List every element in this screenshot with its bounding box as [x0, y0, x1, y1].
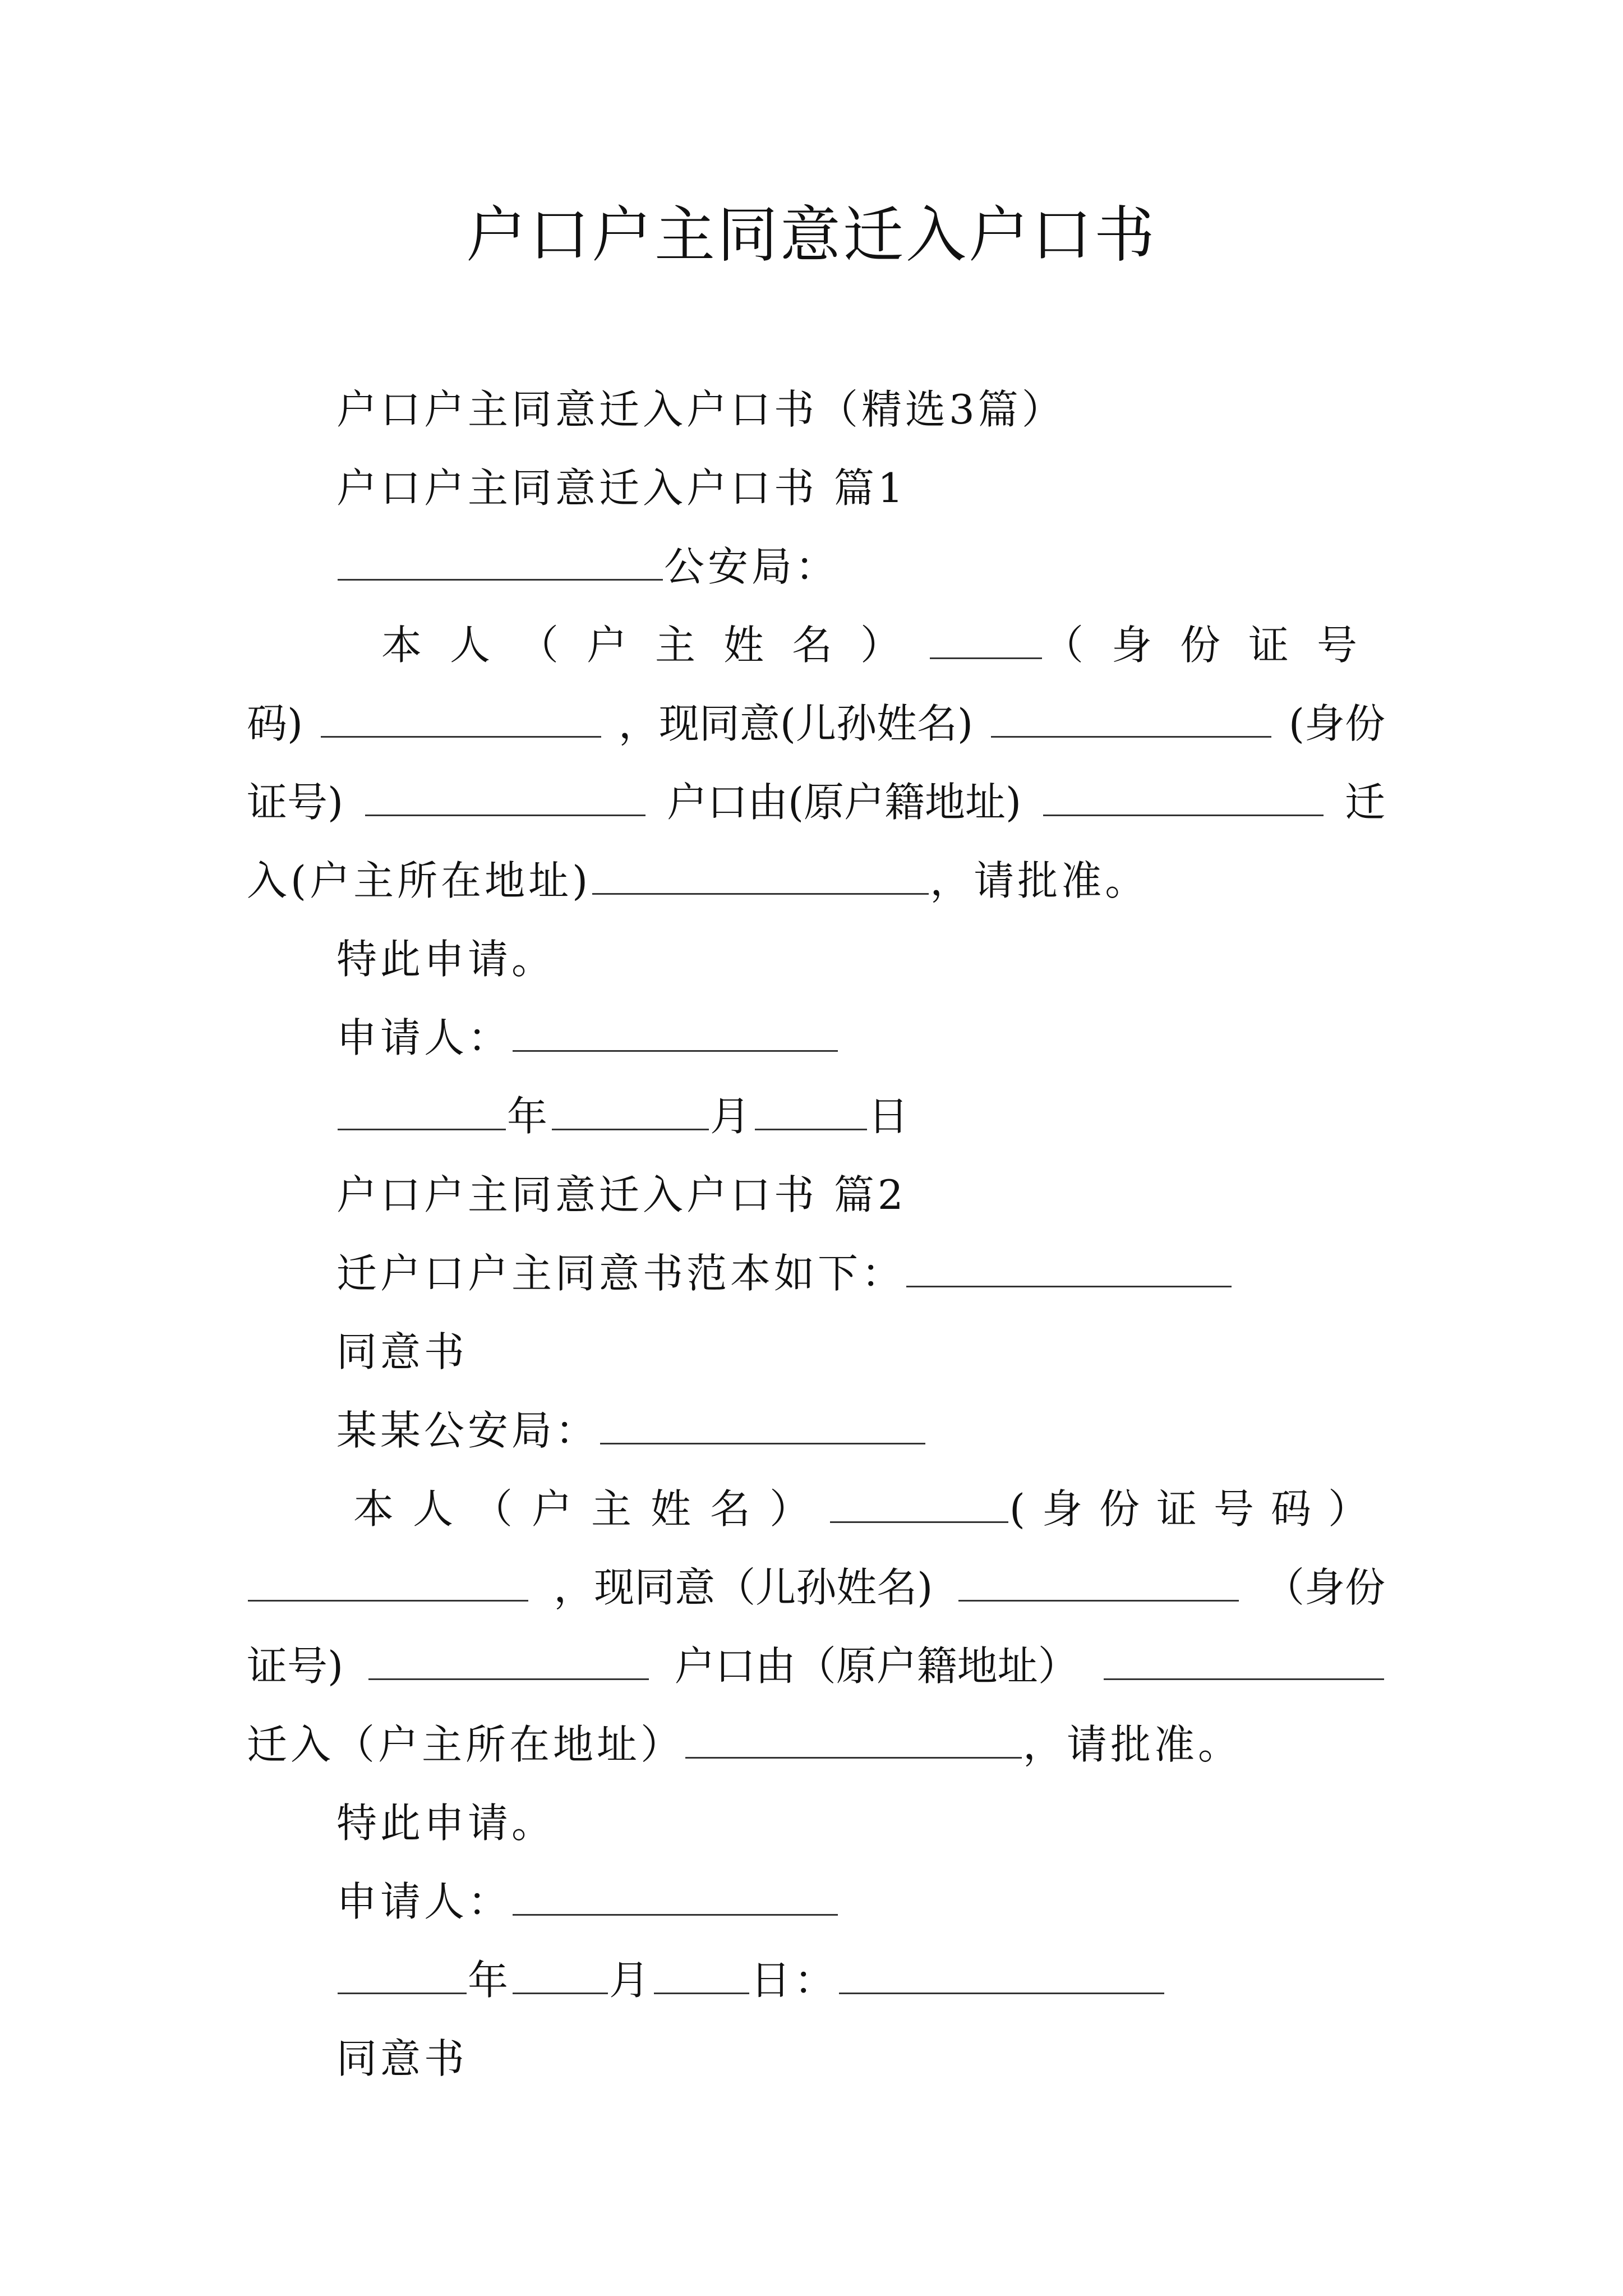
- day-label: 日：: [750, 1957, 838, 2004]
- blank-field[interactable]: [830, 1510, 1008, 1523]
- part1-text: 户口由(原户籍地址): [666, 779, 1022, 826]
- blank-field[interactable]: [338, 568, 663, 581]
- part2-paragraph-line3: [247, 1638, 1385, 1694]
- part1-applicant-line: [336, 1010, 839, 1066]
- part2-date-line: [336, 1952, 1165, 2008]
- part2-text: ，现同意（儿孙姓名): [554, 1564, 933, 1611]
- blank-field[interactable]: [1104, 1667, 1384, 1680]
- blank-field[interactable]: [930, 646, 1042, 659]
- blank-field[interactable]: [600, 1432, 925, 1444]
- part1-special: 特此申请。: [336, 936, 556, 983]
- part2-paragraph-line1: [353, 1481, 1385, 1537]
- intro-line: 户口户主同意迁入户口书（精选3篇）: [336, 386, 1066, 433]
- blank-field[interactable]: [338, 1981, 467, 1994]
- part1-heading: 户口户主同意迁入户口书 篇1: [336, 464, 907, 512]
- blank-field[interactable]: [1043, 803, 1324, 816]
- year-label: 年: [507, 1093, 551, 1140]
- part1-text: 本人（户主姓名）: [381, 622, 929, 669]
- part1-paragraph-line1: [381, 617, 1385, 673]
- blank-field[interactable]: [513, 1981, 608, 1994]
- day-label: 日: [868, 1093, 912, 1140]
- blank-field[interactable]: [839, 1981, 1164, 1994]
- part1-date-line: [336, 1088, 912, 1144]
- part1-text: 码): [247, 700, 303, 747]
- month-label: 月: [710, 1093, 754, 1140]
- part2-agree-title-2: 同意书: [336, 2035, 468, 2082]
- part1-addressee-line: [336, 539, 839, 595]
- blank-field[interactable]: [513, 1039, 838, 1052]
- part2-text: 本人（户主姓名）: [353, 1485, 829, 1533]
- part2-paragraph-line4: [247, 1717, 1242, 1773]
- applicant-label: 申请人：: [336, 1014, 512, 1061]
- blank-field[interactable]: [755, 1117, 867, 1130]
- blank-field[interactable]: [368, 1667, 649, 1680]
- part2-text: ，请批准。: [1023, 1721, 1242, 1768]
- part1-text: 入(户主所在地址): [247, 857, 592, 904]
- blank-field[interactable]: [248, 1589, 528, 1602]
- year-label: 年: [468, 1957, 512, 2004]
- blank-field[interactable]: [365, 803, 645, 816]
- blank-field[interactable]: [513, 1903, 838, 1916]
- part2-heading: 户口户主同意迁入户口书 篇2: [336, 1171, 907, 1218]
- blank-field[interactable]: [685, 1746, 1022, 1759]
- part2-sample-line: [336, 1245, 1233, 1301]
- part2-text: 户口由（原户籍地址）: [674, 1642, 1078, 1690]
- blank-field[interactable]: [991, 725, 1271, 738]
- part2-text: （身份: [1264, 1564, 1385, 1611]
- part2-sample: 迁户口户主同意书范本如下：: [336, 1250, 906, 1297]
- blank-field[interactable]: [552, 1117, 709, 1130]
- part1-text: （身份证号: [1043, 622, 1385, 669]
- part2-applicant-line: [336, 1874, 839, 1930]
- blank-field[interactable]: [906, 1274, 1232, 1287]
- part2-paragraph-line2: [247, 1559, 1385, 1616]
- part1-text: (身份: [1288, 700, 1385, 747]
- part1-paragraph-line3: [247, 774, 1385, 830]
- part2-text: (身份证号码）: [1009, 1485, 1385, 1533]
- blank-field[interactable]: [321, 725, 601, 738]
- part1-paragraph-line2: [247, 696, 1385, 752]
- blank-field[interactable]: [958, 1589, 1239, 1602]
- part2-agree-title: 同意书: [336, 1328, 468, 1375]
- applicant-label: 申请人：: [336, 1878, 512, 1925]
- part2-text: 迁入（户主所在地址）: [247, 1721, 685, 1768]
- part2-special: 特此申请。: [336, 1800, 556, 1847]
- part1-addressee: 公安局：: [664, 543, 840, 590]
- part2-addressee: 某某公安局：: [336, 1407, 600, 1454]
- document-title: 户口户主同意迁入户口书: [465, 200, 1157, 270]
- part1-text: 迁: [1344, 779, 1385, 826]
- blank-field[interactable]: [338, 1117, 506, 1130]
- part1-paragraph-line4: [247, 853, 1149, 909]
- part1-text: 证号): [247, 779, 344, 826]
- part1-text: ，请批准。: [930, 857, 1149, 904]
- part1-text: ，现同意(儿孙姓名): [618, 700, 974, 747]
- blank-field[interactable]: [654, 1981, 749, 1994]
- part2-addressee-line: [336, 1402, 926, 1458]
- blank-field[interactable]: [592, 882, 929, 895]
- part2-text: 证号): [247, 1642, 344, 1690]
- month-label: 月: [609, 1957, 653, 2004]
